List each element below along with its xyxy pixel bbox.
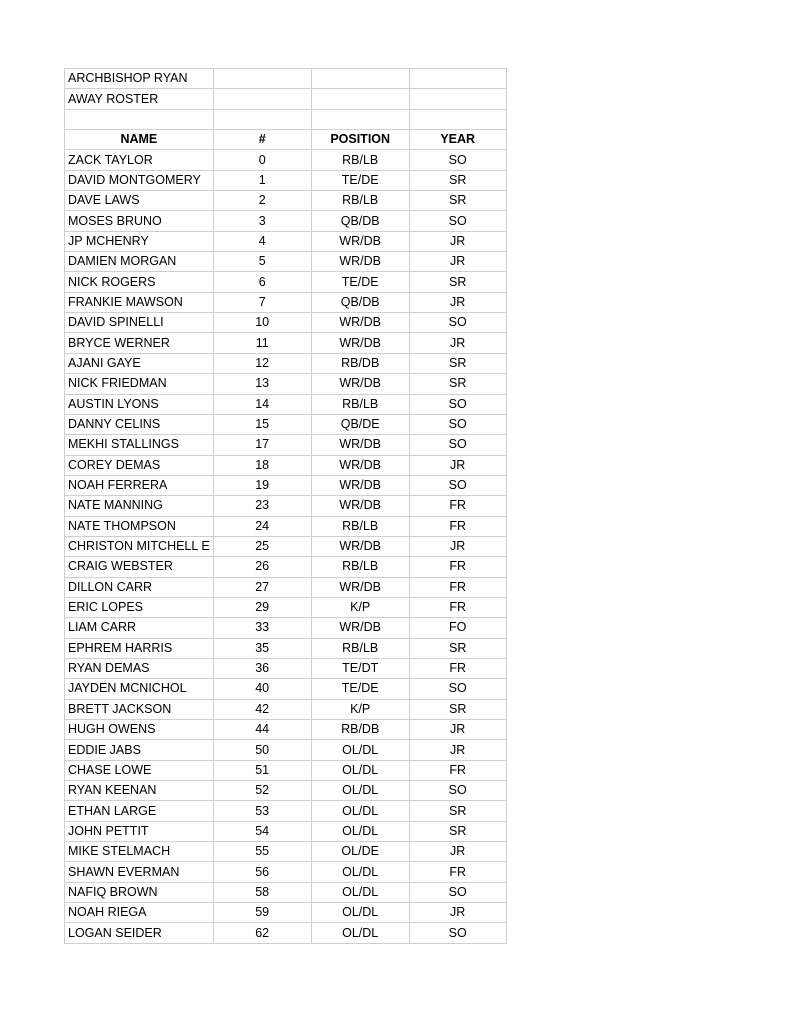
player-row	[65, 882, 507, 902]
player-row	[65, 455, 507, 475]
player-row	[65, 272, 507, 292]
player-number: 42	[213, 699, 311, 719]
player-name: NOAH RIEGA	[65, 903, 214, 923]
player-row	[65, 231, 507, 251]
player-number: 15	[213, 414, 311, 434]
player-position: RB/LB	[311, 638, 409, 658]
player-row	[65, 923, 507, 943]
player-row	[65, 740, 507, 760]
player-number: 19	[213, 475, 311, 495]
player-row	[65, 862, 507, 882]
header-year: YEAR	[409, 130, 506, 150]
player-row	[65, 394, 507, 414]
player-name: DILLON CARR	[65, 577, 214, 597]
player-number: 33	[213, 618, 311, 638]
player-position: TE/DE	[311, 679, 409, 699]
player-year: SO	[409, 923, 506, 943]
player-name: FRANKIE MAWSON	[65, 292, 214, 312]
player-number: 44	[213, 720, 311, 740]
empty-cell	[311, 109, 409, 129]
player-year: SO	[409, 882, 506, 902]
player-name: ETHAN LARGE	[65, 801, 214, 821]
empty-cell	[409, 109, 506, 129]
player-number: 53	[213, 801, 311, 821]
player-position: WR/DB	[311, 313, 409, 333]
player-year: JR	[409, 720, 506, 740]
player-year: JR	[409, 333, 506, 353]
player-position: K/P	[311, 699, 409, 719]
player-year: SO	[409, 211, 506, 231]
player-name: BRETT JACKSON	[65, 699, 214, 719]
player-year: FR	[409, 862, 506, 882]
player-number: 1	[213, 170, 311, 190]
player-number: 11	[213, 333, 311, 353]
header-row	[65, 130, 507, 150]
player-number: 24	[213, 516, 311, 536]
player-number: 27	[213, 577, 311, 597]
player-number: 54	[213, 821, 311, 841]
player-name: MIKE STELMACH	[65, 842, 214, 862]
player-year: JR	[409, 903, 506, 923]
player-number: 55	[213, 842, 311, 862]
player-position: RB/DB	[311, 353, 409, 373]
player-name: DANNY CELINS	[65, 414, 214, 434]
player-row	[65, 842, 507, 862]
header-number: #	[213, 130, 311, 150]
player-position: WR/DB	[311, 618, 409, 638]
player-name: SHAWN EVERMAN	[65, 862, 214, 882]
player-position: WR/DB	[311, 435, 409, 455]
player-row	[65, 252, 507, 272]
player-row	[65, 170, 507, 190]
player-row	[65, 374, 507, 394]
player-number: 14	[213, 394, 311, 414]
player-position: RB/DB	[311, 720, 409, 740]
empty-cell	[311, 89, 409, 109]
player-row	[65, 475, 507, 495]
player-name: RYAN KEENAN	[65, 781, 214, 801]
player-number: 10	[213, 313, 311, 333]
player-row	[65, 292, 507, 312]
roster-table	[64, 68, 507, 944]
player-name: HUGH OWENS	[65, 720, 214, 740]
player-row	[65, 516, 507, 536]
empty-cell	[65, 109, 214, 129]
player-name: NATE THOMPSON	[65, 516, 214, 536]
empty-cell	[409, 89, 506, 109]
player-name: JAYDEN MCNICHOL	[65, 679, 214, 699]
player-position: WR/DB	[311, 333, 409, 353]
roster-type-row	[65, 89, 507, 109]
player-position: OL/DL	[311, 821, 409, 841]
player-position: WR/DB	[311, 374, 409, 394]
player-name: DAVID SPINELLI	[65, 313, 214, 333]
player-number: 40	[213, 679, 311, 699]
player-year: SO	[409, 414, 506, 434]
player-row	[65, 150, 507, 170]
player-position: OL/DL	[311, 760, 409, 780]
player-name: CRAIG WEBSTER	[65, 557, 214, 577]
player-number: 5	[213, 252, 311, 272]
player-number: 62	[213, 923, 311, 943]
player-year: FR	[409, 597, 506, 617]
player-year: SO	[409, 150, 506, 170]
empty-cell	[311, 69, 409, 89]
player-name: EPHREM HARRIS	[65, 638, 214, 658]
player-number: 18	[213, 455, 311, 475]
player-name: LIAM CARR	[65, 618, 214, 638]
player-number: 13	[213, 374, 311, 394]
player-number: 17	[213, 435, 311, 455]
player-year: FR	[409, 658, 506, 678]
player-number: 23	[213, 496, 311, 516]
player-name: NAFIQ BROWN	[65, 882, 214, 902]
player-name: COREY DEMAS	[65, 455, 214, 475]
player-position: OL/DL	[311, 801, 409, 821]
player-position: WR/DB	[311, 496, 409, 516]
player-year: SO	[409, 394, 506, 414]
player-name: MOSES BRUNO	[65, 211, 214, 231]
player-year: SR	[409, 353, 506, 373]
player-position: TE/DE	[311, 272, 409, 292]
player-number: 35	[213, 638, 311, 658]
player-row	[65, 658, 507, 678]
player-number: 59	[213, 903, 311, 923]
empty-cell	[213, 69, 311, 89]
player-name: JP MCHENRY	[65, 231, 214, 251]
player-position: WR/DB	[311, 475, 409, 495]
player-name: MEKHI STALLINGS	[65, 435, 214, 455]
player-number: 2	[213, 191, 311, 211]
player-position: RB/LB	[311, 394, 409, 414]
player-year: SO	[409, 679, 506, 699]
header-position: POSITION	[311, 130, 409, 150]
player-number: 25	[213, 536, 311, 556]
player-year: SR	[409, 191, 506, 211]
player-year: SO	[409, 435, 506, 455]
player-position: OL/DL	[311, 740, 409, 760]
player-name: NOAH FERRERA	[65, 475, 214, 495]
player-number: 12	[213, 353, 311, 373]
player-name: LOGAN SEIDER	[65, 923, 214, 943]
player-name: BRYCE WERNER	[65, 333, 214, 353]
player-position: OL/DE	[311, 842, 409, 862]
player-name: RYAN DEMAS	[65, 658, 214, 678]
player-position: RB/LB	[311, 191, 409, 211]
player-number: 58	[213, 882, 311, 902]
player-row	[65, 597, 507, 617]
player-number: 7	[213, 292, 311, 312]
player-position: WR/DB	[311, 231, 409, 251]
player-row	[65, 333, 507, 353]
player-row	[65, 313, 507, 333]
player-name: CHASE LOWE	[65, 760, 214, 780]
player-year: SR	[409, 801, 506, 821]
player-position: WR/DB	[311, 536, 409, 556]
player-name: AUSTIN LYONS	[65, 394, 214, 414]
blank-row	[65, 109, 507, 129]
player-name: DAMIEN MORGAN	[65, 252, 214, 272]
player-name: AJANI GAYE	[65, 353, 214, 373]
player-year: FR	[409, 557, 506, 577]
roster-type: AWAY ROSTER	[65, 89, 214, 109]
player-position: OL/DL	[311, 781, 409, 801]
player-row	[65, 353, 507, 373]
player-year: SR	[409, 699, 506, 719]
player-number: 51	[213, 760, 311, 780]
player-position: RB/LB	[311, 150, 409, 170]
player-year: SR	[409, 821, 506, 841]
player-name: NATE MANNING	[65, 496, 214, 516]
roster-table-body	[65, 69, 507, 944]
player-year: JR	[409, 231, 506, 251]
player-row	[65, 699, 507, 719]
player-row	[65, 536, 507, 556]
player-name: EDDIE JABS	[65, 740, 214, 760]
header-name: NAME	[65, 130, 214, 150]
player-year: FO	[409, 618, 506, 638]
player-row	[65, 577, 507, 597]
player-position: RB/LB	[311, 516, 409, 536]
player-row	[65, 821, 507, 841]
player-position: TE/DE	[311, 170, 409, 190]
player-row	[65, 618, 507, 638]
player-position: OL/DL	[311, 882, 409, 902]
player-row	[65, 191, 507, 211]
player-position: TE/DT	[311, 658, 409, 678]
player-position: WR/DB	[311, 577, 409, 597]
empty-cell	[213, 89, 311, 109]
player-year: SR	[409, 638, 506, 658]
player-name: CHRISTON MITCHELL E	[65, 536, 214, 556]
school-name: ARCHBISHOP RYAN	[65, 69, 214, 89]
empty-cell	[409, 69, 506, 89]
player-year: SO	[409, 781, 506, 801]
player-year: FR	[409, 496, 506, 516]
player-year: JR	[409, 740, 506, 760]
empty-cell	[213, 109, 311, 129]
player-position: OL/DL	[311, 862, 409, 882]
player-number: 50	[213, 740, 311, 760]
player-number: 3	[213, 211, 311, 231]
player-position: RB/LB	[311, 557, 409, 577]
player-number: 56	[213, 862, 311, 882]
player-position: QB/DB	[311, 292, 409, 312]
player-name: DAVID MONTGOMERY	[65, 170, 214, 190]
player-row	[65, 903, 507, 923]
player-name: JOHN PETTIT	[65, 821, 214, 841]
player-position: OL/DL	[311, 903, 409, 923]
player-year: JR	[409, 536, 506, 556]
player-number: 52	[213, 781, 311, 801]
player-name: DAVE LAWS	[65, 191, 214, 211]
player-position: K/P	[311, 597, 409, 617]
player-name: NICK ROGERS	[65, 272, 214, 292]
player-number: 4	[213, 231, 311, 251]
player-number: 29	[213, 597, 311, 617]
player-year: JR	[409, 455, 506, 475]
player-row	[65, 638, 507, 658]
player-row	[65, 679, 507, 699]
player-number: 6	[213, 272, 311, 292]
player-year: FR	[409, 577, 506, 597]
player-row	[65, 496, 507, 516]
player-year: FR	[409, 760, 506, 780]
player-number: 0	[213, 150, 311, 170]
player-year: SR	[409, 374, 506, 394]
player-position: WR/DB	[311, 252, 409, 272]
player-name: ZACK TAYLOR	[65, 150, 214, 170]
player-row	[65, 720, 507, 740]
player-position: OL/DL	[311, 923, 409, 943]
player-year: SO	[409, 475, 506, 495]
school-row	[65, 69, 507, 89]
player-row	[65, 557, 507, 577]
player-year: SR	[409, 170, 506, 190]
player-row	[65, 760, 507, 780]
player-year: JR	[409, 842, 506, 862]
player-position: WR/DB	[311, 455, 409, 475]
player-row	[65, 211, 507, 231]
player-position: QB/DB	[311, 211, 409, 231]
player-year: SR	[409, 272, 506, 292]
player-year: JR	[409, 292, 506, 312]
player-year: JR	[409, 252, 506, 272]
player-position: QB/DE	[311, 414, 409, 434]
player-row	[65, 435, 507, 455]
player-name: ERIC LOPES	[65, 597, 214, 617]
player-year: FR	[409, 516, 506, 536]
player-number: 26	[213, 557, 311, 577]
player-row	[65, 801, 507, 821]
player-year: SO	[409, 313, 506, 333]
player-row	[65, 414, 507, 434]
player-row	[65, 781, 507, 801]
player-number: 36	[213, 658, 311, 678]
player-name: NICK FRIEDMAN	[65, 374, 214, 394]
